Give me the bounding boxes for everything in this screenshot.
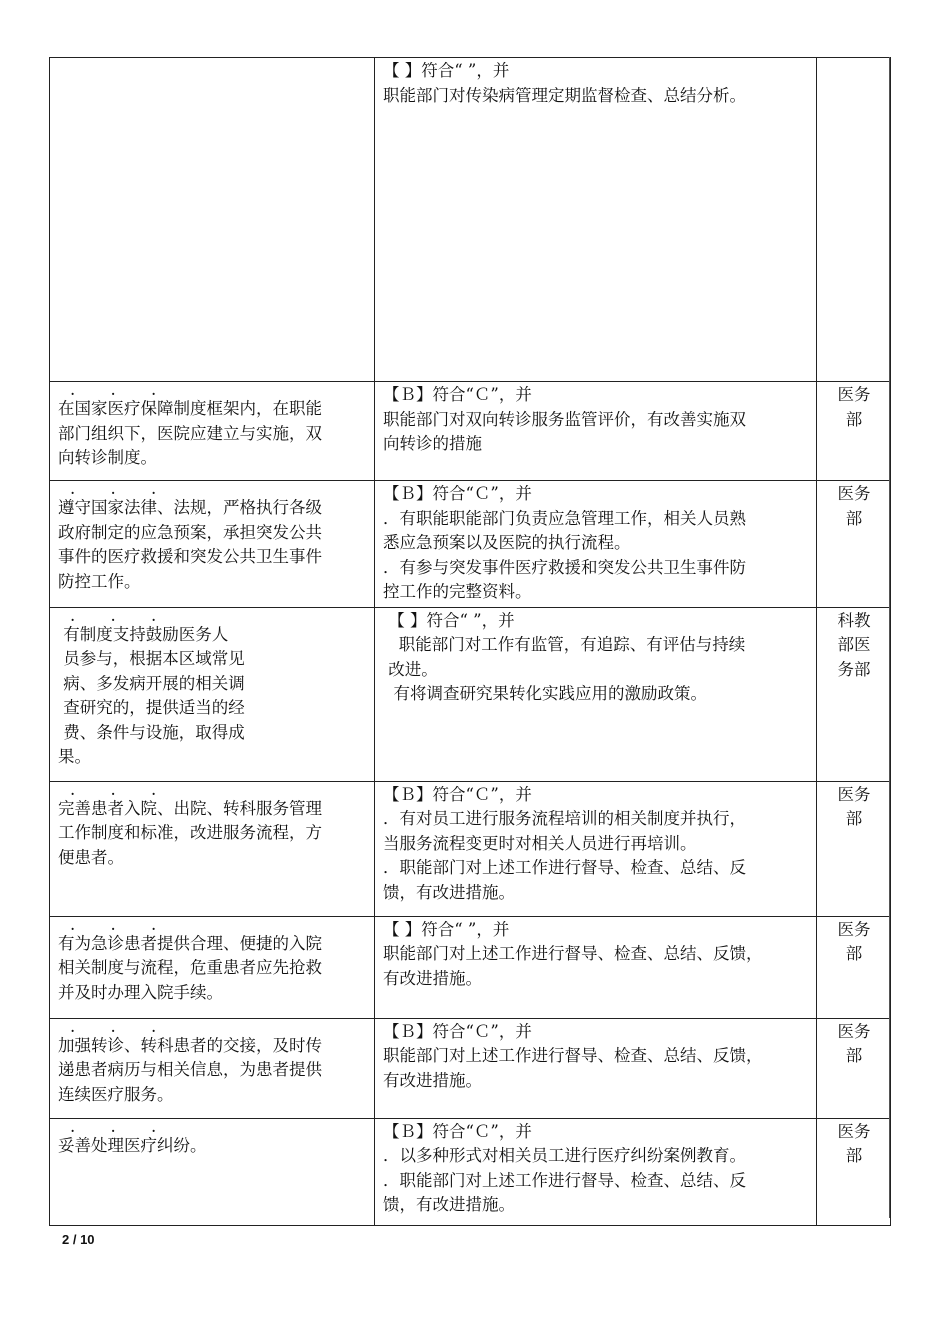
standard-text-line: 馈，有改进措施。 xyxy=(383,882,515,902)
criteria-text-line: 有制度支持鼓励医务人 xyxy=(58,624,229,644)
criteria-text-line: 查研究的，提供适当的经 xyxy=(58,698,245,717)
standard-text-line: 有改进措施。 xyxy=(383,1070,482,1090)
standard-cell xyxy=(375,1118,817,1225)
standard-cell xyxy=(375,1018,817,1118)
standard-text-line: 职能部门对工作有监管，有追踪、有评估与持续 xyxy=(383,635,746,654)
criteria-text-line: 工作制度和标准，改进服务流程，方 xyxy=(58,823,322,842)
department-label: 科教部医务部 xyxy=(837,610,871,679)
standard-text-line: 职能部门对上述工作进行督导、检查、总结、反馈， xyxy=(383,944,763,963)
standards-table xyxy=(49,57,891,1226)
standard-cell xyxy=(375,916,817,1018)
table-row xyxy=(50,607,891,781)
criteria-text-line: 连续医疗服务。 xyxy=(58,1084,174,1104)
criteria-text-line: 员参与，根据本区域常见 xyxy=(58,649,245,668)
department-cell xyxy=(817,58,891,382)
criteria-text-line: 遵守国家法律、法规，严格执行各级 xyxy=(58,498,322,517)
table-row xyxy=(50,481,891,608)
criteria-text-line: 递患者病历与相关信息，为患者提供 xyxy=(58,1060,322,1079)
criteria-text-line: 加强转诊、转科患者的交接，及时传 xyxy=(58,1035,322,1055)
department-cell xyxy=(817,781,891,916)
criteria-text-line: 向转诊制度。 xyxy=(58,448,157,467)
department-label: 医务部 xyxy=(837,1121,871,1165)
department-cell xyxy=(817,1118,891,1225)
department-cell xyxy=(817,607,891,781)
page-number: 2 / 10 xyxy=(62,1232,95,1247)
standard-cell xyxy=(375,481,817,608)
department-label: 医务部 xyxy=(837,484,871,528)
grade-line: 【Ｂ】符合“Ｃ”，并 xyxy=(383,1121,532,1141)
criteria-text-line: 费、条件与设施，取得成 xyxy=(58,722,245,742)
criteria-cell xyxy=(50,1018,375,1118)
criteria-text-line: 相关制度与流程，危重患者应先抢救 xyxy=(58,958,322,977)
clause-number-dots: . . . xyxy=(70,381,172,399)
criteria-cell xyxy=(50,481,375,608)
grade-line: 【 】符合“ ”，并 xyxy=(383,919,510,939)
department-cell xyxy=(817,481,891,608)
standard-text-line: 向转诊的措施 xyxy=(383,434,482,453)
department-label: 医务部 xyxy=(837,784,871,828)
clause-number-dots: . . . xyxy=(70,1118,172,1136)
standard-text-line: 改进。 xyxy=(383,659,438,679)
standard-text-line: 职能部门对传染病管理定期监督检查、总结分析。 xyxy=(383,85,746,105)
table-row xyxy=(50,781,891,916)
standard-text-line: 悉应急预案以及医院的执行流程。 xyxy=(383,533,631,552)
clause-number-dots: . . . xyxy=(70,1018,172,1036)
criteria-text-line: 防控工作。 xyxy=(58,571,141,591)
criteria-cell xyxy=(50,382,375,481)
clause-number-dots: . . . xyxy=(70,916,172,934)
criteria-text-line: 有为急诊患者提供合理、便捷的入院 xyxy=(58,933,322,953)
grade-line: 【 】符合“ ”，并 xyxy=(383,61,510,80)
criteria-text-line: 并及时办理入院手续。 xyxy=(58,982,223,1002)
standard-text-line: ．职能部门对上述工作进行督导、检查、总结、反 xyxy=(383,858,746,877)
department-cell xyxy=(817,382,891,481)
criteria-cell xyxy=(50,607,375,781)
standard-text-line: 有将调查研究果转化实践应用的激励政策。 xyxy=(383,684,707,703)
criteria-text-line: 部门组织下，医院应建立与实施，双 xyxy=(58,423,322,443)
criteria-text-line: 事件的医疗救援和突发公共卫生事件 xyxy=(58,547,322,566)
department-label: 医务部 xyxy=(837,919,871,963)
table-row xyxy=(50,58,891,382)
standard-cell xyxy=(375,382,817,481)
standard-cell xyxy=(375,781,817,916)
criteria-cell xyxy=(50,58,375,382)
standard-text-line: 控工作的完整资料。 xyxy=(383,582,532,601)
clause-number-dots: . . . xyxy=(70,781,172,799)
grade-line: 【Ｂ】符合“Ｃ”，并 xyxy=(383,385,532,404)
grade-line: 【Ｂ】符合“Ｃ”，并 xyxy=(383,784,532,804)
criteria-text-line: 在国家医疗保障制度框架内，在职能 xyxy=(58,399,322,418)
standard-text-line: 职能部门对双向转诊服务监管评价，有改善实施双 xyxy=(383,409,746,429)
table-row xyxy=(50,382,891,481)
standard-text-line: ．有对员工进行服务流程培训的相关制度并执行， xyxy=(383,809,746,828)
standard-cell xyxy=(375,607,817,781)
grade-line: 【Ｂ】符合“Ｃ”，并 xyxy=(383,1021,532,1041)
table-row xyxy=(50,1118,891,1225)
clause-number-dots: . . . xyxy=(70,480,172,498)
criteria-text-line: 政府制定的应急预案，承担突发公共 xyxy=(58,522,322,542)
table-row xyxy=(50,916,891,1018)
standard-text-line: 当服务流程变更时对相关人员进行再培训。 xyxy=(383,833,697,853)
criteria-text-line: 果。 xyxy=(58,747,91,766)
standard-text-line: 职能部门对上述工作进行督导、检查、总结、反馈， xyxy=(383,1046,763,1065)
standard-text-line: 有改进措施。 xyxy=(383,968,482,988)
standard-cell xyxy=(375,58,817,382)
criteria-cell xyxy=(50,1118,375,1225)
standard-text-line: 馈，有改进措施。 xyxy=(383,1195,515,1214)
criteria-text-line: 妥善处理医疗纠纷。 xyxy=(58,1135,207,1155)
department-label: 医务部 xyxy=(837,385,871,429)
table-row xyxy=(50,1018,891,1118)
department-cell xyxy=(817,1018,891,1118)
grade-line: 【Ｂ】符合“Ｃ”，并 xyxy=(383,484,532,503)
standard-text-line: ．有职能职能部门负责应急管理工作，相关人员熟 xyxy=(383,508,746,528)
criteria-text-line: 病、多发病开展的相关调 xyxy=(58,673,245,693)
criteria-cell xyxy=(50,916,375,1018)
table-edge-shadow xyxy=(889,57,890,1218)
criteria-cell xyxy=(50,781,375,916)
criteria-text-line: 完善患者入院、出院、转科服务管理 xyxy=(58,798,322,818)
standard-text-line: ．职能部门对上述工作进行督导、检查、总结、反 xyxy=(383,1170,746,1190)
clause-number-dots: . . . xyxy=(70,607,172,625)
criteria-text-line: 便患者。 xyxy=(58,847,124,867)
standard-text-line: ．以多种形式对相关员工进行医疗纠纷案例教育。 xyxy=(383,1146,746,1165)
department-cell xyxy=(817,916,891,1018)
standard-text-line: ．有参与突发事件医疗救援和突发公共卫生事件防 xyxy=(383,557,746,577)
grade-line: 【 】符合“ ”，并 xyxy=(383,610,515,630)
department-label: 医务部 xyxy=(837,1021,871,1065)
